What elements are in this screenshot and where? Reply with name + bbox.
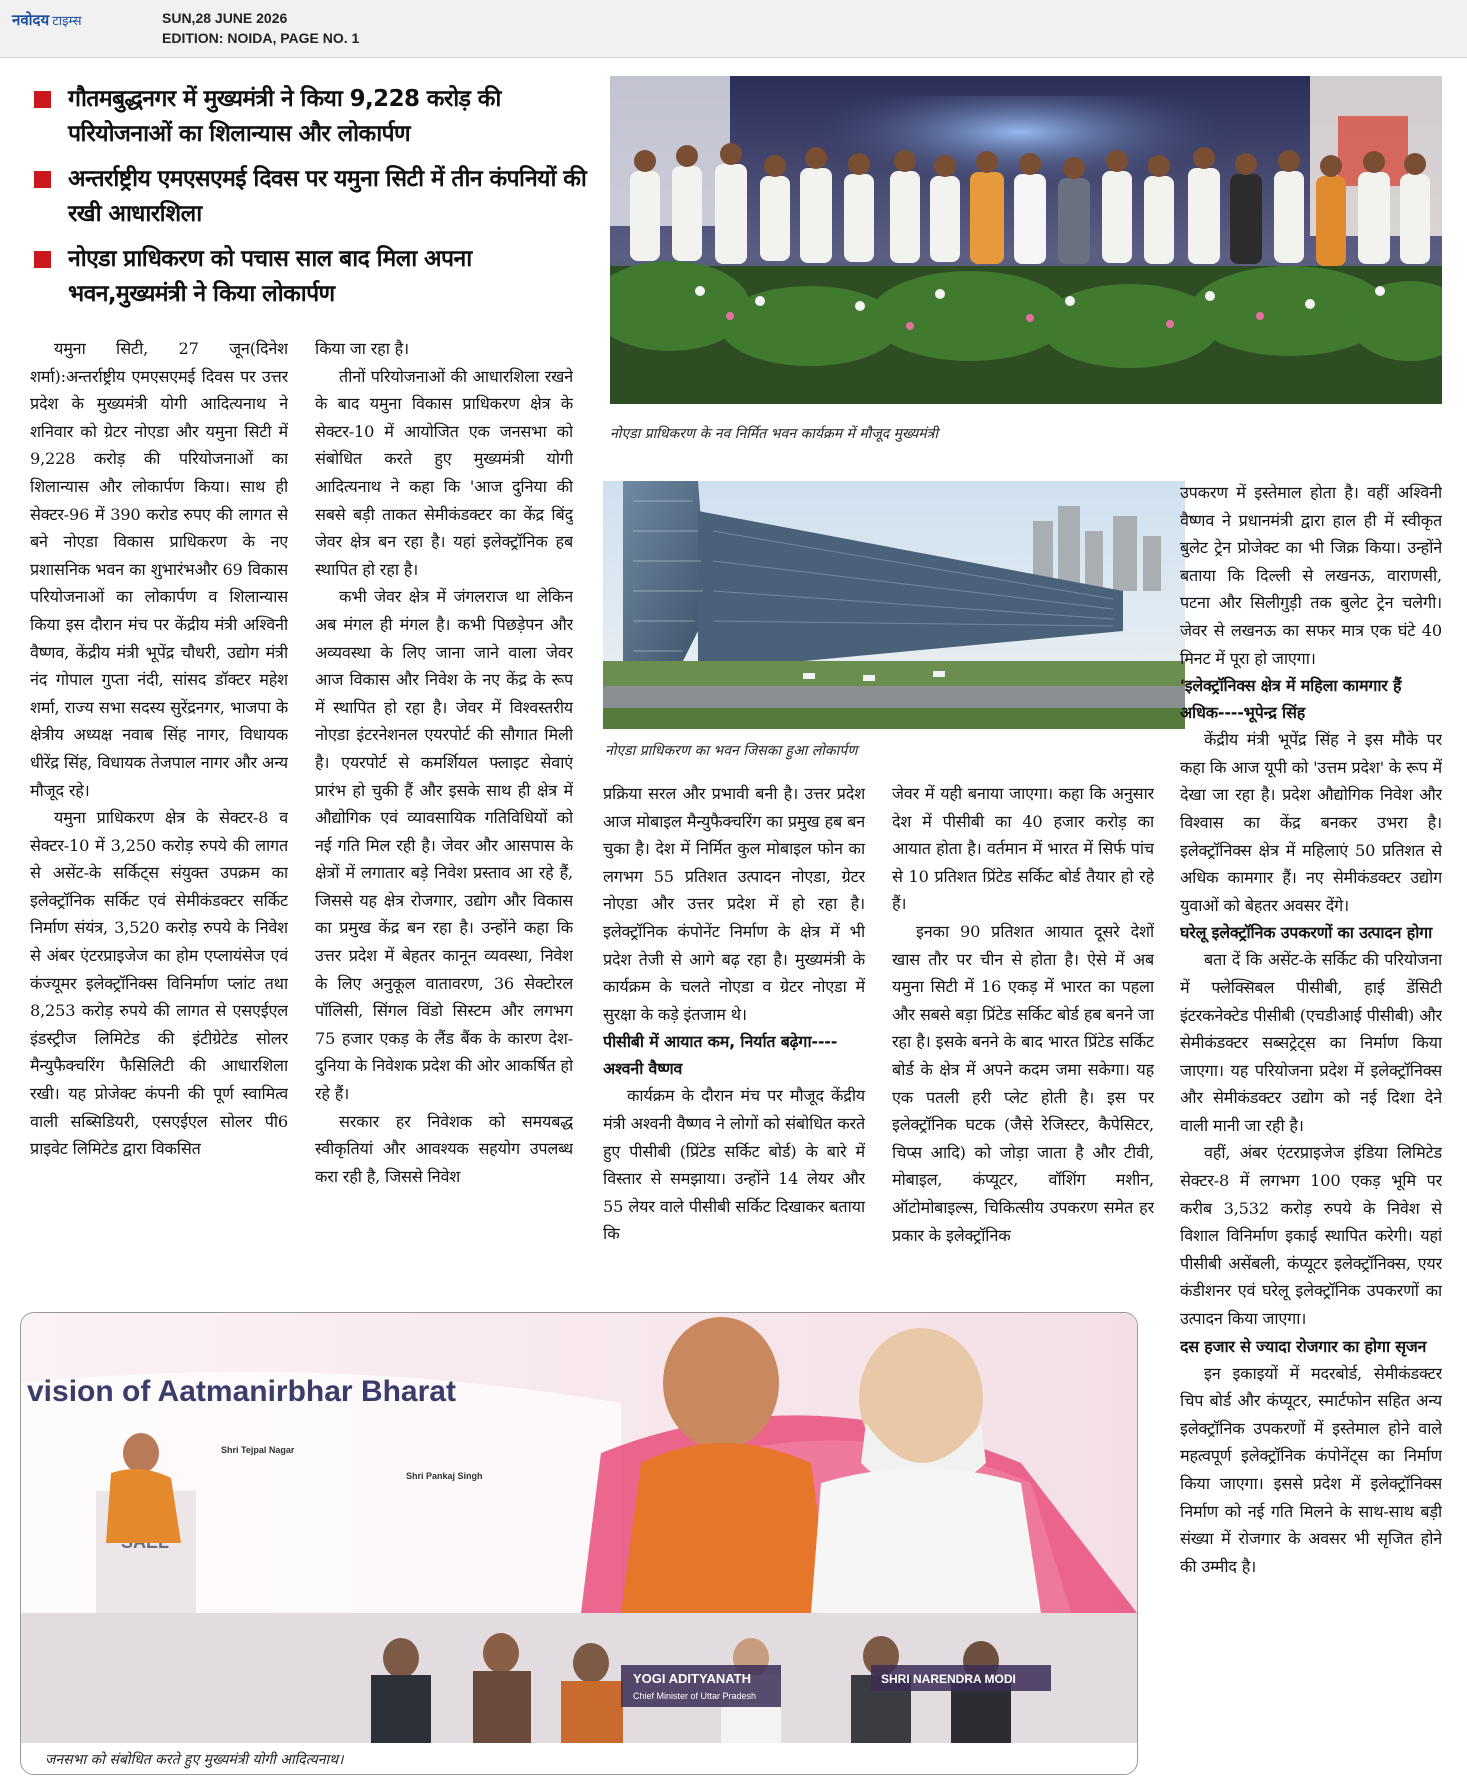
rally-photo-graphic — [21, 1313, 1137, 1743]
logo-sub: टाइम्स — [52, 14, 82, 29]
article-paragraph: बता दें कि असेंट-के सर्किट की परियोजना में फ्लेक्सिबल पीसीबी, हाई डेंसिटी इंटरकनेक्टेड पीसीबी (एचडीआई पीसीबी) और सेमीकंडक्टर सब्सट्रेट्स का निर्माण किया जाएगा। यह परियोजना प्रदेश में इलेक्ट्रॉनिक्स और सेमीकंडक्टर उद्योग को नई दिशा देने वाली मानी जा रही है। — [1180, 950, 1442, 1135]
subheading-employment: दस हजार से ज्यादा रोजगार का होगा सृजन — [1180, 1336, 1427, 1356]
speaker-name-1: Shri Tejpal Nagar — [221, 1445, 295, 1455]
stage-ceremony-photo — [610, 76, 1442, 404]
newspaper-logo — [12, 10, 82, 30]
headline-block — [34, 82, 594, 322]
article-column-3 — [603, 780, 865, 1303]
subheading-home-electronics: घरेलू इलेक्ट्रॉनिक उपकरणों का उत्पादन होगा — [1180, 923, 1433, 943]
subheading-women-workers: 'इलेक्ट्रॉनिक्स क्षेत्र में महिला कामगार हैं अधिक----भूपेन्द्र सिंह — [1180, 676, 1402, 723]
article-paragraph: वहीं, अंबर एंटरप्राइजेज इंडिया लिमिटेड सेक्टर-8 में लगभग 100 एकड़ भूमि पर करीब 3,532 करोड़ रुपये के निवेश से विशाल विनिर्माण इकाई स्थापित करेगी। यहां पीसीबी असेंबली, कंप्यूटर इलेक्ट्रॉनिक्स, एयर कंडीशनर एवं घरेलू इलेक्ट्रॉनिक उपकरणों का उत्पादन किया जाएगा। — [1180, 1143, 1442, 1329]
article-paragraph: केंद्रीय मंत्री भूपेंद्र सिंह ने इस मौके पर कहा कि आज यूपी को 'उत्तम प्रदेश' के रूप में देखा जा रहा है। प्रदेश औद्योगिक निवेश और विश्वास का केंद्र बनकर उभरा है। इलेक्ट्रॉनिक्स क्षेत्र में महिलाएं 50 प्रतिशत से अधिक कामगार हैं। नए सेमीकंडक्टर उद्योग युवाओं को बेहतर अवसर देंगे। — [1180, 730, 1442, 915]
masthead — [0, 0, 1467, 58]
stage-photo-caption: नोएडा प्राधिकरण के नव निर्मित भवन कार्यक्रम में मौजूद मुख्यमंत्री — [610, 426, 939, 442]
building-photo-graphic — [603, 481, 1185, 729]
logo-main: नवोदय — [12, 11, 50, 29]
article-paragraph: सरकार हर निवेशक को समयबद्ध स्वीकृतियां और आवश्यक सहयोग उपलब्ध करा रही है, जिससे निवेश — [315, 1111, 573, 1186]
article-paragraph: इन इकाइयों में मदरबोर्ड, सेमीकंडक्टर चिप बोर्ड और कंप्यूटर, स्मार्टफोन सहित अन्य इलेक्ट्रॉनिक उपकरणों में इस्तेमाल होने वाले महत्वपूर्ण इलेक्ट्रॉनिक कंपोनेंट्स का निर्माण किया जाएगा। इससे प्रदेश में इलेक्ट्रॉनिक्स निर्माण को नई गति मिलने के साथ-साथ बड़ी संख्या में रोजगार के अवसर भी सृजित होने की उम्मीद है। — [1180, 1363, 1442, 1576]
headline-1: गौतमबुद्धनगर में मुख्यमंत्री ने किया 9,228 करोड़ की परियोजनाओं का शिलान्यास और लोकार्पण — [34, 82, 594, 152]
bottom-photo-frame — [20, 1312, 1138, 1775]
article-column-4 — [892, 780, 1154, 1303]
bullet-square-icon — [34, 171, 51, 188]
article-paragraph: यमुना प्राधिकरण क्षेत्र के सेक्टर-8 व सेक्टर-10 में 3,250 करोड़ रुपये की लागत से असेंट-के सर्किट्स संयुक्त उपक्रम का इलेक्ट्रॉनिक सर्किट एवं सेमीकंडक्टर सर्किट निर्माण संयंत्र, 3,520 करोड़ रुपये के निवेश से अंबर एंटरप्राइजेज का होम एप्लायंसेज एवं कंज्यूमर इलेक्ट्रॉनिक्स विनिर्माण प्लांट तथा 8,253 करोड़ रुपये की लागत से एसएईएल इंडस्ट्रीज लिमिटेड की इंटीग्रेटेड सोलर मैन्युफैक्चरिंग फैसिलिटी की आधारशिला रखी। यह प्रोजेक्ट कंपनी की पूर्ण स्वामित्व वाली सब्सिडियरी, एसएईएल सोलर पी6 प्राइवेट लिमिटेड द्वारा विकसित — [30, 808, 288, 1159]
article-column-1 — [30, 335, 288, 1303]
yogi-title: Chief Minister of Uttar Pradesh — [633, 1691, 757, 1701]
article-paragraph: किया जा रहा है। — [315, 339, 409, 358]
subheading-pcb: पीसीबी में आयात कम, निर्यात बढ़ेगा----अश्वनी वैष्णव — [603, 1032, 838, 1079]
article-column-2 — [315, 335, 573, 1303]
modi-label: SHRI NARENDRA MODI — [881, 1672, 1016, 1686]
authority-building-photo — [603, 481, 1185, 729]
article-paragraph: उपकरण में इस्तेमाल होता है। वहीं अश्विनी वैष्णव ने प्रधानमंत्री द्वारा हाल ही में स्वीकृत बुलेट ट्रेन प्रोजेक्ट का भी जिक्र किया। उन्होंने बताया कि दिल्ली से लखनऊ, वाराणसी, पटना और सिलीगुड़ी तक बुलेट ट्रेन चलेगी। जेवर से लखनऊ का सफर मात्र एक घंटे 40 मिनट में पूरा हो जाएगा। — [1180, 483, 1442, 668]
article-paragraph: इनका 90 प्रतिशत आयात दूसरे देशों खास तौर पर चीन से होता है। ऐसे में अब यमुना सिटी में 16 एकड़ में भारत का पहला और सबसे बड़ा प्रिंटेड सर्किट बोर्ड हब बनने जा रहा है। इसके बनने के बाद भारत प्रिंटेड सर्किट बोर्ड के क्षेत्र में अपने कदम जमा सकेगा। यह एक पतली हरी प्लेट होती है। इस पर इलेक्ट्रॉनिक घटक (जैसे रेजिस्टर, कैपेसिटर, चिप्स आदि) को जोड़ा जाता है और टीवी, मोबाइल, कंप्यूटर, वॉशिंग मशीन, ऑटोमोबाइल्स, चिकित्सीय उपकरण समेत हर प्रकार के इलेक्ट्रॉनिक — [892, 921, 1154, 1245]
headline-3: नोएडा प्राधिकरण को पचास साल बाद मिला अपना भवन,मुख्यमंत्री ने किया लोकार्पण — [34, 242, 594, 312]
yogi-label: YOGI ADITYANATH — [633, 1671, 751, 1686]
article-column-5 — [1180, 479, 1442, 1779]
article-paragraph: जेवर में यही बनाया जाएगा। कहा कि अनुसार देश में पीसीबी का 40 हजार करोड़ का आयात होता है। वर्तमान में भारत में सिर्फ पांच से 10 प्रतिशत प्रिंटेड सर्किट बोर्ड तैयार हो रहे हैं। — [892, 784, 1154, 914]
bullet-square-icon — [34, 251, 51, 268]
building-photo-caption: नोएडा प्राधिकरण का भवन जिसका हुआ लोकार्पण — [605, 743, 858, 759]
article-paragraph: तीनों परियोजनाओं की आधारशिला रखने के बाद यमुना विकास प्राधिकरण क्षेत्र के सेक्टर-10 में आयोजित एक जनसभा को संबोधित करते हुए मुख्यमंत्री योगी आदित्यनाथ ने कहा कि 'आज दुनिया की सबसे बड़ी ताकत सेमीकंडक्टर का केंद्र बिंदु जेवर क्षेत्र बन रहा है। यहां इलेक्ट्रॉनिक हब स्थापित हो रहा है। — [315, 366, 573, 579]
edition-name: EDITION: NOIDA, PAGE NO. 1 — [162, 30, 360, 46]
headline-2: अन्तर्राष्ट्रीय एमएसएमई दिवस पर यमुना सिटी में तीन कंपनियों की रखी आधारशिला — [34, 162, 594, 232]
bottom-photo-caption: जनसभा को संबोधित करते हुए मुख्यमंत्री योगी आदित्यनाथ। — [45, 1752, 344, 1768]
bullet-square-icon — [34, 91, 51, 108]
edition-info — [162, 8, 359, 48]
article-paragraph: कभी जेवर क्षेत्र में जंगलराज था लेकिन अब मंगल ही मंगल है। कभी पिछड़ेपन और अव्यवस्था के लिए जाना जाने वाला जेवर आज विकास और निवेश के नए केंद्र के रूप में स्थापित हो रहा है। जेवर में विश्वस्तरीय नोएडा इंटरनेशनल एयरपोर्ट की सौगात मिली है। एयरपोर्ट से कमर्शियल फ्लाइट सेवाएं प्रारंभ हो चुकी हैं और इसके साथ ही क्षेत्र में औद्योगिक एवं व्यावसायिक गतिविधियों को नई गति मिल रही है। जेवर और आसपास के क्षेत्रों में लगातार बड़े निवेश प्रस्ताव आ रहे हैं, जिससे यह क्षेत्र रोजगार, उद्योग और विकास का प्रमुख केंद्र बन रहा है। उन्होंने कहा कि उत्तर प्रदेश में बेहतर कानून व्यवस्था, निवेश के लिए अनुकूल वातावरण, 36 सेक्टोरल पॉलिसी, सिंगल विंडो सिस्टम और लगभग 75 हजार एकड़ के लैंड बैंक के कारण देश-दुनिया के निवेशक प्रदेश की ओर आकर्षित हो रहे हैं। — [315, 587, 573, 1104]
issue-date: SUN,28 JUNE 2026 — [162, 10, 288, 26]
stage-photo-graphic — [610, 76, 1442, 404]
article-paragraph: कार्यक्रम के दौरान मंच पर मौजूद केंद्रीय मंत्री अश्वनी वैष्णव ने लोगों को संबोधित करते हुए पीसीबी (प्रिंटेड सर्किट बोर्ड) के बारे में विस्तार से समझाया। उन्होंने 14 लेयर और 55 लेयर वाले पीसीबी सर्किट दिखाकर बताया कि — [603, 1086, 865, 1244]
speaker-name-2: Shri Pankaj Singh — [406, 1471, 483, 1481]
article-paragraph: प्रक्रिया सरल और प्रभावी बनी है। उत्तर प्रदेश आज मोबाइल मैन्युफैक्चरिंग का प्रमुख हब बन चुका है। देश में निर्मित कुल मोबाइल फोन का लगभग 55 प्रतिशत उत्पादन नोएडा, ग्रेटर नोएडा और उत्तर प्रदेश में हो रहा है। इलेक्ट्रॉनिक कंपोनेंट निर्माण के क्षेत्र में भी प्रदेश तेजी से आगे बढ़ रहा है। मुख्यमंत्री के कार्यक्रम के चलते नोएडा व ग्रेटर नोएडा में सुरक्षा के कड़े इंतजाम थे। — [603, 784, 865, 1024]
banner-text: vision of Aatmanirbhar Bharat — [27, 1375, 456, 1408]
article-paragraph: यमुना सिटी, 27 जून(दिनेश शर्मा):अन्तर्राष्ट्रीय एमएसएमई दिवस पर उत्तर प्रदेश के मुख्यमंत्री योगी आदित्यनाथ ने शनिवार को ग्रेटर नोएडा और यमुना सिटी में 9,228 करोड़ की परियोजनाओं का शिलान्यास और लोकार्पण किया। साथ ही सेक्टर-96 में 390 करोड रुपए की लागत से बने नोएडा विकास प्राधिकरण के नए प्रशासनिक भवन का शुभारंभऔर 69 विकास परियोजनाओं का लोकार्पण व शिलान्यास किया इस दौरान मंच पर केंद्रीय मंत्री अश्विनी वैष्णव, केंद्रीय मंत्री भूपेंद्र चौधरी, उद्योग मंत्री नंद गोपाल गुप्ता नंदी, सांसद डॉक्टर महेश शर्मा, राज्य सभा सदस्य सुरेंद्रनगर, भाजपा के क्षेत्रीय अध्यक्ष नवाब सिंह नागर, विधायक धीरेंद्र सिंह, विधायक तेजपाल नागर और अन्य मौजूद रहे। — [30, 339, 288, 800]
